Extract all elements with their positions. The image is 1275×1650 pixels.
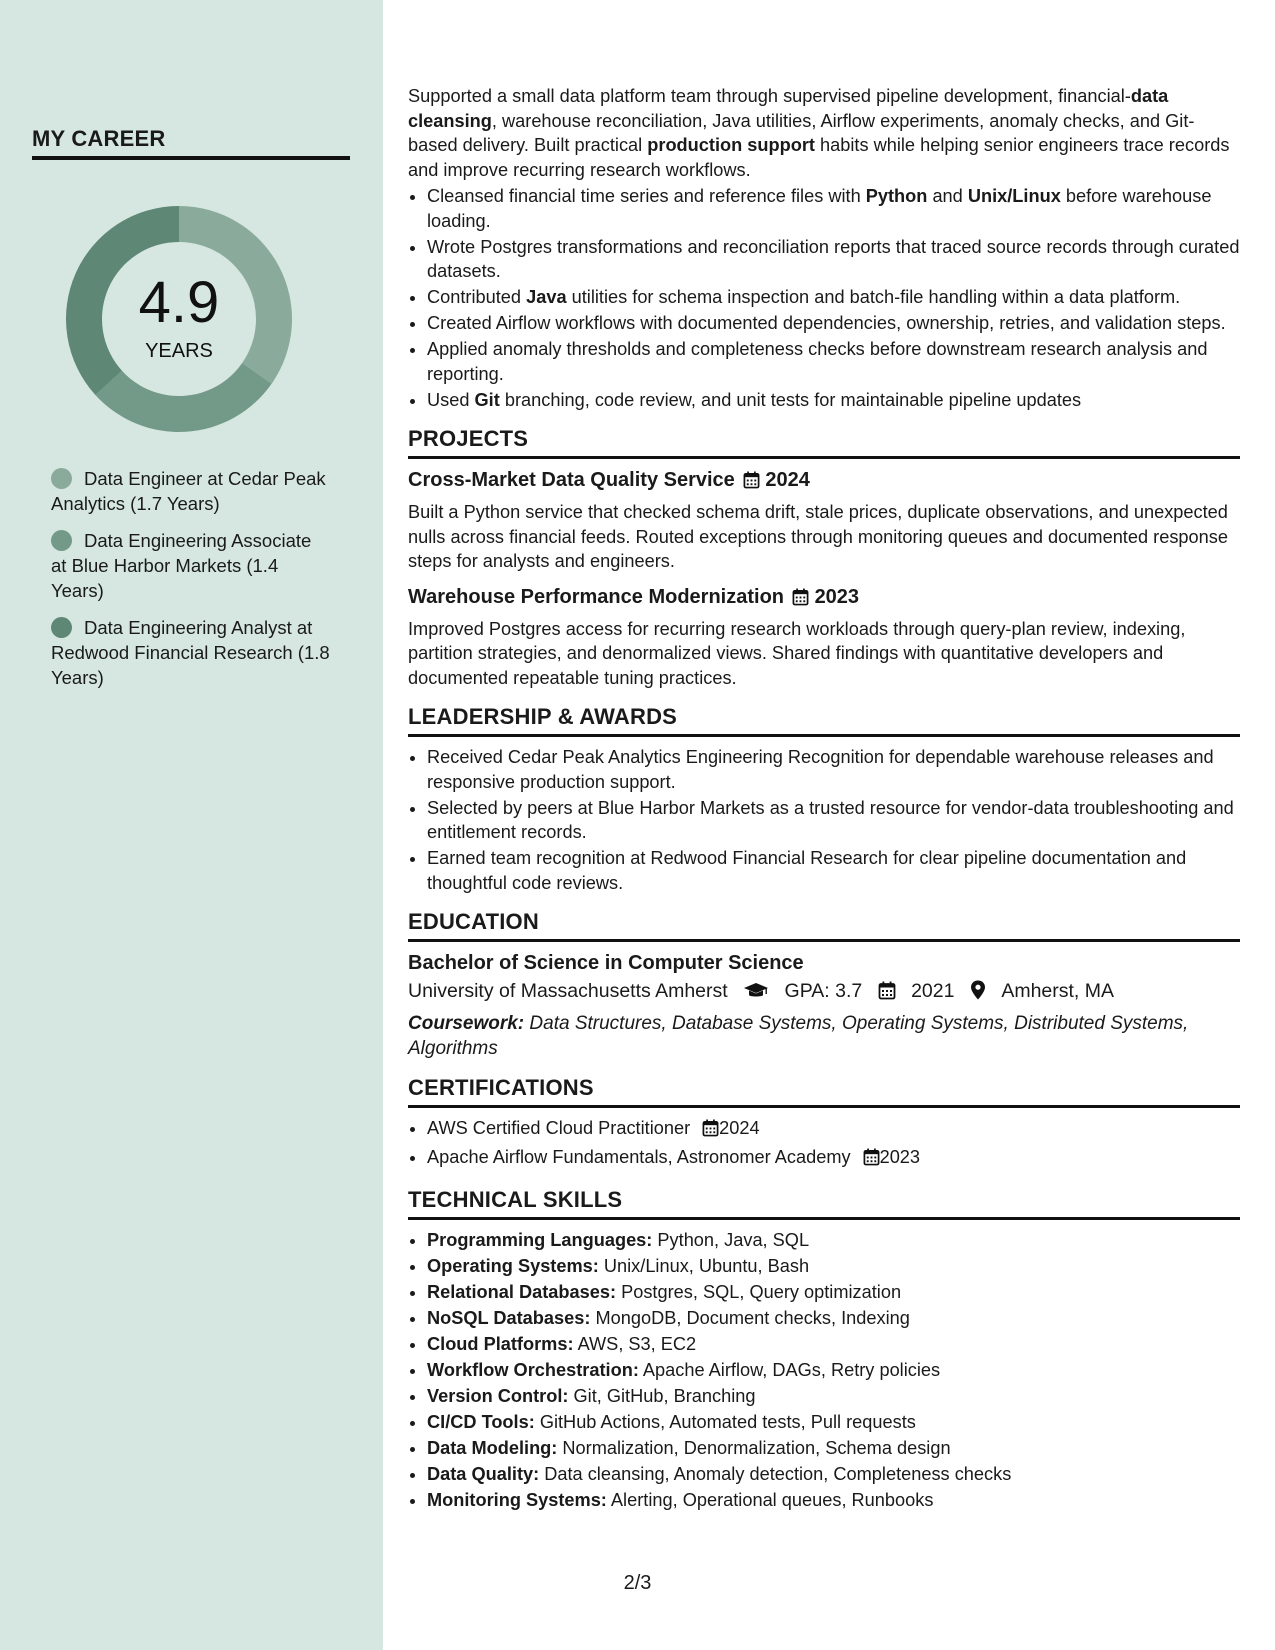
skill-category: Operating Systems: bbox=[427, 1255, 599, 1276]
bold-text: Git bbox=[474, 389, 500, 410]
project-heading bbox=[408, 584, 1240, 613]
certification-year: 2023 bbox=[879, 1147, 921, 1167]
calendar-icon bbox=[792, 587, 809, 613]
certification-year: 2024 bbox=[719, 1118, 760, 1138]
career-item bbox=[51, 528, 331, 603]
skill-item bbox=[427, 1228, 1240, 1253]
education-school: University of Massachusetts Amherst bbox=[408, 980, 728, 1002]
award-item: • Selected by peers at Blue Harbor Markets as a trusted resource for vendor-data troubleshooting and entitlement records. bbox=[427, 796, 1240, 845]
education-heading: EDUCATION bbox=[408, 909, 1240, 942]
skill-item bbox=[427, 1384, 1240, 1409]
career-item-label: Data Engineering Associate at Blue Harbor Markets (1.4 Years) bbox=[51, 530, 312, 601]
text-run: Wrote Postgres transformations and reconciliation reports that traced source records through curated datasets. bbox=[427, 236, 1240, 281]
total-years-value: 4.9 bbox=[138, 270, 220, 335]
career-item-label: Data Engineer at Cedar Peak Analytics (1.7 Years) bbox=[51, 468, 326, 514]
text-run: Contributed bbox=[427, 287, 527, 307]
skill-item bbox=[427, 1332, 1240, 1357]
skill-category: Relational Databases: bbox=[427, 1281, 617, 1302]
total-years-label: YEARS bbox=[145, 340, 213, 362]
career-heading: MY CAREER bbox=[32, 126, 350, 160]
graduation-cap-icon bbox=[743, 979, 769, 1009]
skill-category: Data Quality: bbox=[427, 1463, 540, 1484]
skills-list bbox=[408, 1228, 1240, 1513]
legend-dot bbox=[51, 468, 72, 489]
text-run: Applied anomaly thresholds and completeness checks before downstream research analysis and reporting. bbox=[427, 339, 1208, 384]
skill-values: AWS, S3, EC2 bbox=[573, 1333, 697, 1354]
skill-values: Postgres, SQL, Query optimization bbox=[616, 1281, 902, 1302]
award-item: • Earned team recognition at Redwood Financial Research for clear pipeline documentation and thoughtful code reviews. bbox=[427, 846, 1240, 895]
skill-category: CI/CD Tools: bbox=[427, 1411, 535, 1432]
skill-category: Data Modeling: bbox=[427, 1437, 558, 1458]
coursework-label: Coursework: bbox=[408, 1013, 525, 1034]
skill-category: NoSQL Databases: bbox=[427, 1307, 591, 1328]
skill-values: GitHub Actions, Automated tests, Pull requests bbox=[534, 1411, 916, 1432]
experience-bullets bbox=[408, 184, 1240, 412]
career-item bbox=[51, 466, 331, 516]
legend-dot bbox=[51, 617, 72, 638]
leadership-list bbox=[408, 745, 1240, 895]
calendar-icon bbox=[878, 979, 896, 1009]
text-run: before warehouse loading. bbox=[427, 186, 1212, 231]
skill-category: Cloud Platforms: bbox=[427, 1333, 574, 1354]
award-item: • Received Cedar Peak Analytics Engineering Recognition for dependable warehouse releases and responsive production support. bbox=[427, 745, 1240, 794]
skill-values: Data cleansing, Anomaly detection, Completeness checks bbox=[539, 1463, 1012, 1484]
education-degree: Bachelor of Science in Computer Science bbox=[408, 952, 804, 974]
skill-item bbox=[427, 1306, 1240, 1331]
text-run: habits while helping senior engineers trace records and improve recurring research workflows. bbox=[408, 135, 1230, 180]
skills-heading: TECHNICAL SKILLS bbox=[408, 1187, 1240, 1220]
experience-bullet bbox=[427, 388, 1240, 413]
career-legend bbox=[51, 466, 331, 702]
certification-name: Apache Airflow Fundamentals, Astronomer Academy bbox=[427, 1147, 851, 1167]
education-year: 2021 bbox=[911, 980, 955, 1002]
skill-values: Apache Airflow, DAGs, Retry policies bbox=[638, 1359, 941, 1380]
skill-item bbox=[427, 1410, 1240, 1435]
education-location: Amherst, MA bbox=[1001, 980, 1114, 1002]
skill-category: Workflow Orchestration: bbox=[427, 1359, 639, 1380]
skill-item bbox=[427, 1358, 1240, 1383]
text-run: Cleansed financial time series and reference files with bbox=[427, 186, 866, 206]
projects-heading: PROJECTS bbox=[408, 426, 1240, 459]
experience-summary bbox=[408, 84, 1240, 182]
education-gpa: GPA: 3.7 bbox=[784, 980, 863, 1002]
skill-category: Programming Languages: bbox=[427, 1229, 653, 1250]
text-run: Supported a small data platform team through supervised pipeline development, financial- bbox=[408, 86, 1131, 106]
project-name: Cross-Market Data Quality Service bbox=[408, 469, 735, 491]
bold-text: Python bbox=[865, 186, 928, 206]
sidebar bbox=[0, 0, 383, 1650]
experience-bullet bbox=[427, 337, 1240, 386]
text-run: utilities for schema inspection and batch-file handling within a data platform. bbox=[566, 287, 1181, 307]
skill-category: Monitoring Systems: bbox=[427, 1489, 607, 1510]
project-heading bbox=[408, 467, 1240, 496]
certification-name: AWS Certified Cloud Practitioner bbox=[427, 1118, 691, 1138]
coursework-list: Data Structures, Database Systems, Operating Systems, Distributed Systems, Algorithms bbox=[408, 1013, 1189, 1059]
text-run: Used bbox=[427, 389, 475, 410]
donut-segment-2 bbox=[95, 363, 271, 432]
project-date bbox=[792, 586, 859, 608]
experience-bullet bbox=[427, 311, 1240, 336]
map-pin-icon bbox=[970, 979, 986, 1009]
certification-date bbox=[702, 1118, 759, 1138]
bold-text: Unix/Linux bbox=[967, 186, 1061, 206]
education-details bbox=[408, 976, 1240, 1009]
project-year: 2023 bbox=[814, 585, 860, 608]
text-run: and bbox=[927, 186, 968, 206]
skill-item bbox=[427, 1488, 1240, 1513]
experience-bullet bbox=[427, 235, 1240, 284]
certification-item bbox=[427, 1145, 1240, 1173]
education-coursework bbox=[408, 1011, 1240, 1061]
bold-text: data cleansing bbox=[408, 86, 1169, 131]
skill-item bbox=[427, 1436, 1240, 1461]
skill-item bbox=[427, 1280, 1240, 1305]
text-run: Created Airflow workflows with documented dependencies, ownership, retries, and validation steps. bbox=[427, 313, 1226, 333]
certification-item bbox=[427, 1116, 1240, 1144]
page-number: 2/3 bbox=[623, 1572, 652, 1594]
bold-text: production support bbox=[647, 135, 815, 155]
skill-values: Normalization, Denormalization, Schema design bbox=[557, 1437, 951, 1458]
certifications-heading: CERTIFICATIONS bbox=[408, 1075, 1240, 1108]
skill-category: Version Control: bbox=[427, 1385, 569, 1406]
skill-values: Alerting, Operational queues, Runbooks bbox=[606, 1489, 934, 1510]
legend-dot bbox=[51, 530, 72, 551]
text-run: , warehouse reconciliation, Java utilities, Airflow experiments, anomaly checks, and Git-based delivery. Built practical bbox=[408, 110, 1195, 155]
projects-list bbox=[408, 467, 1240, 690]
career-item-label: Data Engineering Analyst at Redwood Financial Research (1.8 Years) bbox=[51, 617, 330, 688]
project-year: 2024 bbox=[765, 469, 810, 491]
project-name: Warehouse Performance Modernization bbox=[408, 585, 784, 608]
skill-values: MongoDB, Document checks, Indexing bbox=[590, 1307, 910, 1328]
project-date bbox=[743, 469, 810, 491]
skill-item bbox=[427, 1254, 1240, 1279]
skill-values: Unix/Linux, Ubuntu, Bash bbox=[598, 1255, 810, 1276]
experience-bullet bbox=[427, 184, 1240, 233]
calendar-icon bbox=[702, 1119, 719, 1144]
project-description: Improved Postgres access for recurring research workloads through query-plan review, indexing, partition strategies, and denormalized views. Shared findings with quantitative developers and documented repeatable tuning practices. bbox=[408, 618, 1186, 688]
skill-values: Python, Java, SQL bbox=[652, 1229, 810, 1250]
leadership-heading: LEADERSHIP & AWARDS bbox=[408, 704, 1240, 737]
calendar-icon bbox=[743, 470, 760, 496]
project-description: Built a Python service that checked schema drift, stale prices, duplicate observations, and unexpected nulls across financial feeds. Routed exceptions through monitoring queues and documented response steps for analysts and engineers. bbox=[408, 502, 1228, 571]
skill-values: Git, GitHub, Branching bbox=[568, 1385, 756, 1406]
experience-bullet bbox=[427, 285, 1240, 310]
calendar-icon bbox=[863, 1148, 880, 1173]
certification-date bbox=[863, 1147, 920, 1167]
bold-text: Java bbox=[526, 287, 567, 307]
career-item bbox=[51, 615, 331, 690]
text-run: branching, code review, and unit tests for maintainable pipeline updates bbox=[499, 389, 1082, 410]
certifications-list bbox=[408, 1116, 1240, 1173]
main-content bbox=[408, 84, 1240, 1514]
skill-item bbox=[427, 1462, 1240, 1487]
